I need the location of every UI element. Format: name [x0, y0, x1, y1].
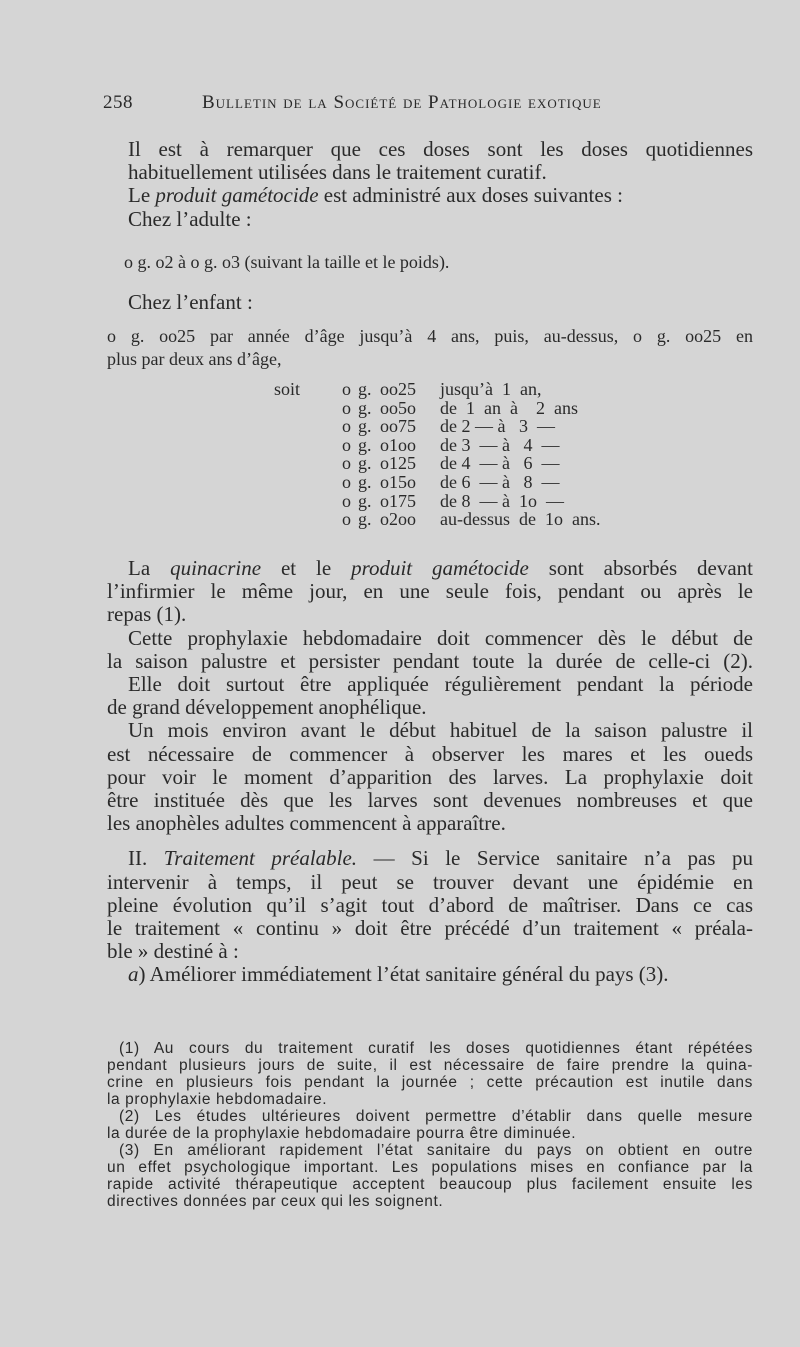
text-line: habituellement utilisées dans le traitement curatif. — [128, 160, 547, 185]
text-run: ) Améliorer immédiatement l’état sanitaire général du pays (3). — [138, 962, 669, 987]
paragraph-doses-note — [107, 138, 753, 184]
dose-value: oo25 — [380, 379, 416, 399]
child-heading: Chez l’enfant : — [128, 290, 253, 314]
emphasis-text: quinacrine — [170, 556, 262, 580]
dose-value: o125 — [380, 453, 416, 474]
dose-row — [274, 473, 600, 492]
dose-unit-zero: o — [342, 509, 351, 530]
child-dose-text — [107, 325, 753, 371]
emphasis-text: produit gamétocide — [155, 183, 319, 208]
text-line: repas (1). — [107, 602, 187, 627]
adult-dose: o g. o2 à o g. o3 (suivant la taille et le poids). — [124, 252, 450, 272]
dose-table — [274, 380, 600, 529]
age-range: de 1 an à 2 ans — [440, 397, 578, 418]
text-line: être instituée dès que les larves sont devenues nombreuses et que — [107, 788, 753, 813]
text-line: la durée de la prophylaxie hebdomadaire pourra être diminuée. — [107, 1125, 577, 1142]
text-run: sont absorbés devant — [528, 556, 754, 580]
text-line: (1) Au cours du traitement curatif les doses quotidiennes étant répétées — [119, 1040, 753, 1057]
text-run: — Si le Service sanitaire n’a pas pu — [357, 846, 753, 871]
dose-unit: g. — [358, 434, 372, 455]
soit-label — [274, 473, 342, 492]
dose-unit-zero: o — [342, 416, 351, 437]
running-title: Bulletin de la Société de Pathologie exotique — [202, 92, 602, 113]
text-line: pour voir le moment d’apparition des larves. La prophylaxie doit — [107, 764, 753, 789]
main-text — [107, 557, 753, 987]
text-line: Il est à remarquer que ces doses sont les doses quotidiennes — [128, 137, 753, 161]
emphasis-text: produit gamétocide — [351, 556, 529, 580]
text-line: de grand développement anophélique. — [107, 695, 427, 720]
dose-value: oo75 — [380, 416, 416, 437]
dose-row — [274, 454, 600, 473]
dose-row — [274, 380, 600, 399]
footnote-1 — [107, 1040, 753, 1108]
age-range: de 8 — à 1o — — [440, 490, 564, 511]
text-line: la saison palustre et persister pendant toute la durée de celle-ci (2). — [107, 648, 753, 673]
dose-row — [274, 399, 600, 418]
dose-row — [274, 492, 600, 511]
footnotes — [107, 1040, 753, 1210]
paragraph-item-a — [107, 963, 753, 986]
intro-block — [107, 138, 753, 231]
age-range: de 3 — à 4 — — [440, 434, 560, 455]
dose-row — [274, 510, 600, 529]
paragraph-quinacrine — [107, 557, 753, 627]
text-line: directives données par ceux qui les soignent. — [107, 1193, 444, 1210]
dose-unit: g. — [358, 490, 372, 511]
text-line: le traitement « continu » doit être précédé d’un traitement « préala- — [107, 916, 753, 941]
paragraph-gametocide — [107, 184, 753, 230]
soit-label — [274, 436, 342, 455]
text-line: o g. oo25 par année d’âge jusqu’à 4 ans, puis, au-dessus, o g. oo25 en — [107, 326, 753, 346]
dose-unit-zero: o — [342, 490, 351, 511]
text-run: La — [128, 556, 171, 580]
text-line: un effet psychologique important. Les populations mises en confiance par la — [107, 1159, 753, 1176]
dose-unit: g. — [358, 397, 372, 418]
paragraph-application — [107, 673, 753, 719]
dose-value: o1oo — [380, 434, 416, 455]
text-line: ble » destiné à : — [107, 939, 239, 964]
text-run: est administré aux doses suivantes : — [318, 183, 623, 208]
dose-unit-zero: o — [342, 397, 351, 418]
adult-heading: Chez l’adulte : — [128, 206, 252, 231]
age-range: de 6 — à 8 — — [440, 471, 560, 492]
soit-label — [274, 492, 342, 511]
dose-unit: g. — [358, 379, 372, 399]
dose-unit: g. — [358, 416, 372, 437]
text-run: et le — [261, 556, 352, 580]
text-line: rapide activité thérapeutique acceptent beaucoup plus facilement ensuite les — [107, 1176, 753, 1193]
section-heading: Traitement préalable. — [163, 846, 358, 871]
text-line: intervenir à temps, il peut se trouver devant une épidémie en — [107, 869, 753, 894]
dose-value: o2oo — [380, 509, 416, 530]
dose-value: o175 — [380, 490, 416, 511]
paragraph-observation — [107, 719, 753, 835]
section-number: II. — [128, 846, 164, 871]
text-line: (3) En améliorant rapidement l’état sanitaire du pays on obtient en outre — [119, 1142, 753, 1159]
soit-label — [274, 399, 342, 418]
soit-label — [274, 417, 342, 436]
text-line: plus par deux ans d’âge, — [107, 349, 282, 369]
soit-label — [274, 454, 342, 473]
text-line: crine en plusieurs fois pendant la journée ; cette précaution est inutile dans — [107, 1074, 753, 1091]
text-line: l’infirmier le même jour, en une seule fois, pendant ou après le — [107, 579, 753, 604]
soit-label: soit — [274, 379, 301, 399]
soit-label — [274, 510, 342, 529]
text-line: (2) Les études ultérieures doivent permettre d’établir dans quelle mesure — [119, 1108, 753, 1125]
text-line: la prophylaxie hebdomadaire. — [107, 1091, 328, 1108]
paragraph-prophylaxie — [107, 627, 753, 673]
footnote-3 — [107, 1142, 753, 1210]
dose-unit-zero: o — [342, 379, 351, 399]
text-line: pleine évolution qu’il s’agit tout d’abord de maîtriser. Dans ce cas — [107, 892, 753, 917]
paragraph-traitement-prealable — [107, 847, 753, 963]
dose-unit: g. — [358, 471, 372, 492]
footnote-2 — [107, 1108, 753, 1142]
dose-unit-zero: o — [342, 453, 351, 474]
text-line: Cette prophylaxie hebdomadaire doit commencer dès le début de — [128, 625, 753, 650]
age-range: au-dessus de 1o ans. — [440, 509, 601, 530]
dose-value: o15o — [380, 471, 416, 492]
text-line: est nécessaire de commencer à observer les mares et les oueds — [107, 741, 753, 766]
dose-unit-zero: o — [342, 471, 351, 492]
age-range: jusqu’à 1 an, — [440, 379, 542, 399]
dose-value: oo5o — [380, 397, 416, 418]
age-range: de 2 — à 3 — — [440, 416, 555, 437]
text-line: pendant plusieurs jours de suite, il est nécessaire de faire prendre la quina- — [107, 1057, 753, 1074]
dose-unit: g. — [358, 509, 372, 530]
dose-unit-zero: o — [342, 434, 351, 455]
age-range: de 4 — à 6 — — [440, 453, 560, 474]
text-line: Elle doit surtout être appliquée régulièrement pendant la période — [128, 672, 753, 697]
text-line: les anophèles adultes commencent à apparaître. — [107, 811, 506, 836]
text-line: Un mois environ avant le début habituel de la saison palustre il — [128, 718, 753, 743]
text-run: Le — [128, 183, 156, 208]
dose-row — [274, 436, 600, 455]
dose-row — [274, 417, 600, 436]
list-marker: a — [128, 962, 139, 987]
dose-unit: g. — [358, 453, 372, 474]
page-number: 258 — [103, 92, 133, 113]
